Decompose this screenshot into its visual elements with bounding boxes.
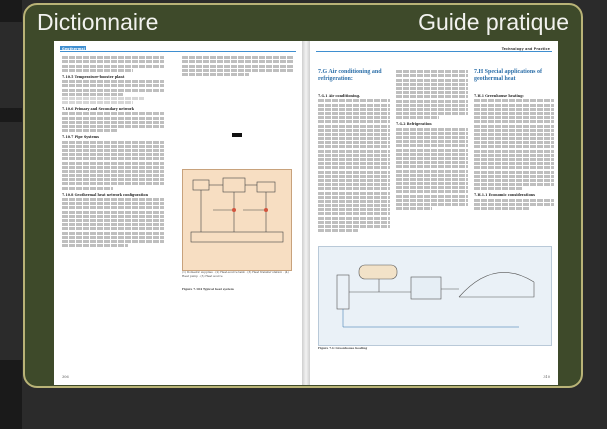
header-rule bbox=[316, 51, 552, 52]
section-title: 7.H Special applications of geothermal heat bbox=[474, 69, 543, 82]
header-rule bbox=[60, 51, 296, 52]
greenhouse-schematic bbox=[318, 246, 552, 346]
running-head: Geothermal energy bbox=[62, 47, 101, 51]
subsection-heading: 7.H.1.1 Economic considerations bbox=[474, 193, 536, 198]
legend-item: (4) Heat pump bbox=[182, 270, 289, 278]
book-spread bbox=[54, 41, 558, 385]
right-col-1 bbox=[318, 91, 390, 233]
section-title: 7.G Air conditioning and refrigeration: bbox=[318, 69, 382, 82]
right-col-2 bbox=[396, 69, 468, 211]
section-heading: 7.10.8 Geothermal heat network configuration bbox=[62, 192, 148, 197]
left-col-1 bbox=[62, 55, 164, 248]
book-spine bbox=[302, 41, 310, 385]
side-strip bbox=[0, 0, 22, 22]
subsection-heading: 7.H.1 Greenhouse heating: bbox=[474, 94, 524, 98]
left-page bbox=[54, 41, 302, 385]
title-dictionnaire[interactable]: Dictionnaire bbox=[37, 9, 159, 35]
legend-item: (3) Heat transfer station bbox=[247, 270, 283, 274]
running-head: Technology and Practice bbox=[501, 47, 550, 51]
left-col-2 bbox=[182, 55, 294, 77]
figure-caption: Figure 7.104 Typical heat system bbox=[182, 287, 234, 291]
figure-marker bbox=[232, 133, 242, 137]
section-heading: 7.10.5 Temperature-booster plant bbox=[62, 74, 125, 79]
legend-item: (2) Heat-source tank bbox=[215, 270, 245, 274]
section-heading: 7.10.7 Pipe Systems bbox=[62, 135, 100, 140]
subsection-heading: 7.G.1 Air conditioning. bbox=[318, 94, 361, 98]
side-strip bbox=[0, 108, 22, 122]
side-strip bbox=[0, 360, 22, 429]
subsection-heading: 7.G.2 Refrigeration bbox=[396, 122, 432, 127]
section-heading: 7.10.6 Primary and Secondary network bbox=[62, 107, 134, 112]
preview-header bbox=[25, 5, 581, 41]
page-number: 306 bbox=[62, 375, 69, 379]
right-page bbox=[310, 41, 558, 385]
figure-caption: Figure 7.G Greenhouse heating bbox=[318, 346, 368, 350]
heat-system-figure bbox=[182, 169, 292, 271]
legend-item: (5) Heat source bbox=[200, 273, 223, 278]
legend-item: (1) Domestic supplies bbox=[182, 270, 213, 274]
preview-window bbox=[23, 3, 583, 388]
figure-legend: (1) Domestic supplies · (2) Heat-source tank · (3) Heat transfer station · (4) Heat pump · (5) Heat source bbox=[182, 270, 289, 278]
right-col-3 bbox=[474, 91, 554, 211]
page-number: 310 bbox=[543, 375, 550, 379]
title-guide-pratique[interactable]: Guide pratique bbox=[418, 9, 569, 35]
